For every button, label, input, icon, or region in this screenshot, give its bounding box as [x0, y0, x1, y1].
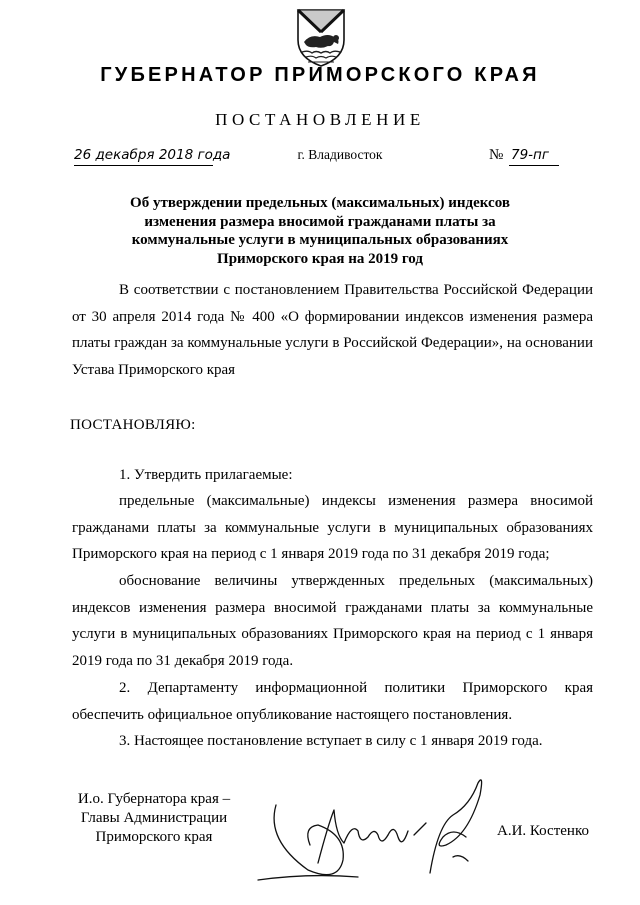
- position-line-2: Главы Администрации: [80, 810, 228, 826]
- number-underline: [509, 165, 559, 166]
- document-subject: Об утверждении предельных (максимальных) индексов изменения размера вносимой гражданами платы за коммунальные услуги в муниципальных образованиях Приморского края на 2019 год: [130, 195, 510, 267]
- document-city: г. Владивосток: [297, 147, 383, 162]
- number-label: №: [489, 147, 504, 163]
- handwritten-signature-icon: [248, 765, 508, 890]
- coat-of-arms-icon: [294, 6, 348, 68]
- signatory-position: [64, 790, 244, 847]
- item-1-indices: предельные (максимальные) индексы изменения размера вносимой гражданами платы за коммунальные услуги в муниципальных образованиях Приморского края на период с 1 января 2019 года по 31 декабря 2019 года;: [72, 493, 593, 562]
- item-1: 1. Утвердить прилагаемые:: [119, 467, 293, 483]
- signatory-name: А.И. Костенко: [497, 823, 589, 839]
- decree-word: ПОСТАНОВЛЯЮ:: [70, 417, 196, 433]
- date-underline: [74, 165, 213, 166]
- position-line-3: Приморского края: [95, 829, 213, 845]
- document-number: 79-пг: [511, 147, 549, 163]
- position-line-1: И.о. Губернатора края –: [77, 791, 231, 807]
- item-1-justification: обоснование величины утвержденных предельных (максимальных) индексов изменения размера вносимой гражданами платы за коммунальные услуги в муниципальных образованиях Приморского края на период с 1 января 2019 года по 31 декабря 2019 года.: [72, 573, 593, 669]
- preamble-paragraph: В соответствии с постановлением Правительства Российской Федерации от 30 апреля 2014 года № 400 «О формировании индексов изменения размера платы граждан за коммунальные услуги в Российской Федерации», на основании Устава Приморского края: [72, 282, 593, 378]
- authority-title: ГУБЕРНАТОР ПРИМОРСКОГО КРАЯ: [100, 64, 540, 86]
- item-2: 2. Департаменту информационной политики Приморского края обеспечить официальное опубликование настоящего постановления.: [72, 680, 593, 723]
- document-type: ПОСТАНОВЛЕНИЕ: [215, 110, 425, 129]
- document-date: 26 декабря 2018 года: [74, 147, 231, 163]
- item-3: 3. Настоящее постановление вступает в силу с 1 января 2019 года.: [119, 733, 543, 749]
